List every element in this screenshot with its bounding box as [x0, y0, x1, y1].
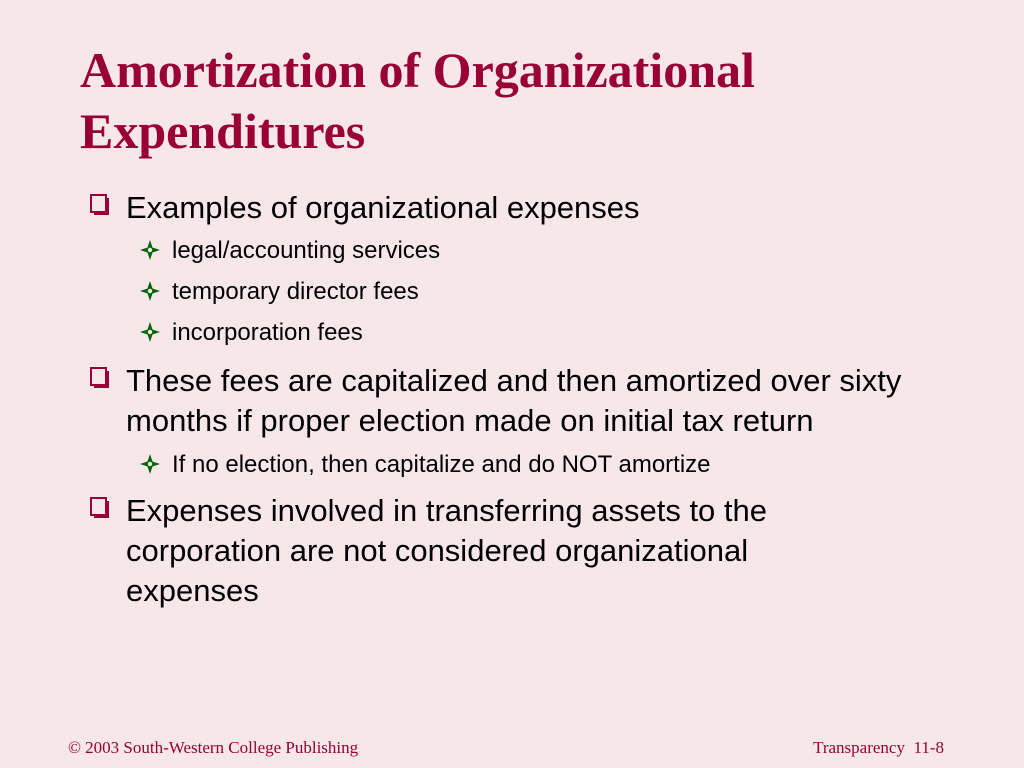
bullet-text: These fees are capitalized and then amortized over sixty months if proper election made on initial tax return	[126, 363, 902, 438]
star-bullet-icon	[140, 281, 160, 301]
sub-bullet-item	[140, 277, 960, 307]
bullet-text: Examples of organizational expenses	[126, 190, 640, 225]
transparency-label: Transparency 11-8	[813, 738, 944, 757]
bullet-item	[90, 491, 850, 611]
star-bullet-icon	[140, 322, 160, 342]
star-bullet-icon	[140, 240, 160, 260]
sub-bullet-item	[140, 318, 960, 348]
sub-bullet-text: If no election, then capitalize and do NOT amortize	[172, 451, 711, 478]
copyright-footer: © 2003 South-Western College Publishing	[68, 738, 359, 757]
sub-bullet-text: legal/accounting services	[172, 237, 441, 264]
sub-bullet-text: incorporation fees	[172, 319, 363, 346]
bullet-item	[90, 188, 990, 228]
bullet-text: Expenses involved in transferring assets to the corporation are not considered organizational expenses	[126, 493, 768, 608]
square-bullet-icon	[90, 194, 110, 216]
square-bullet-icon	[90, 497, 110, 519]
slide-title: Amortization of Organizational Expenditures	[80, 42, 755, 159]
square-bullet-icon	[90, 367, 110, 389]
sub-bullet-item	[140, 236, 960, 266]
bullet-item	[90, 361, 970, 441]
star-bullet-icon	[140, 454, 160, 474]
sub-bullet-item	[140, 450, 960, 480]
sub-bullet-text: temporary director fees	[172, 278, 419, 305]
